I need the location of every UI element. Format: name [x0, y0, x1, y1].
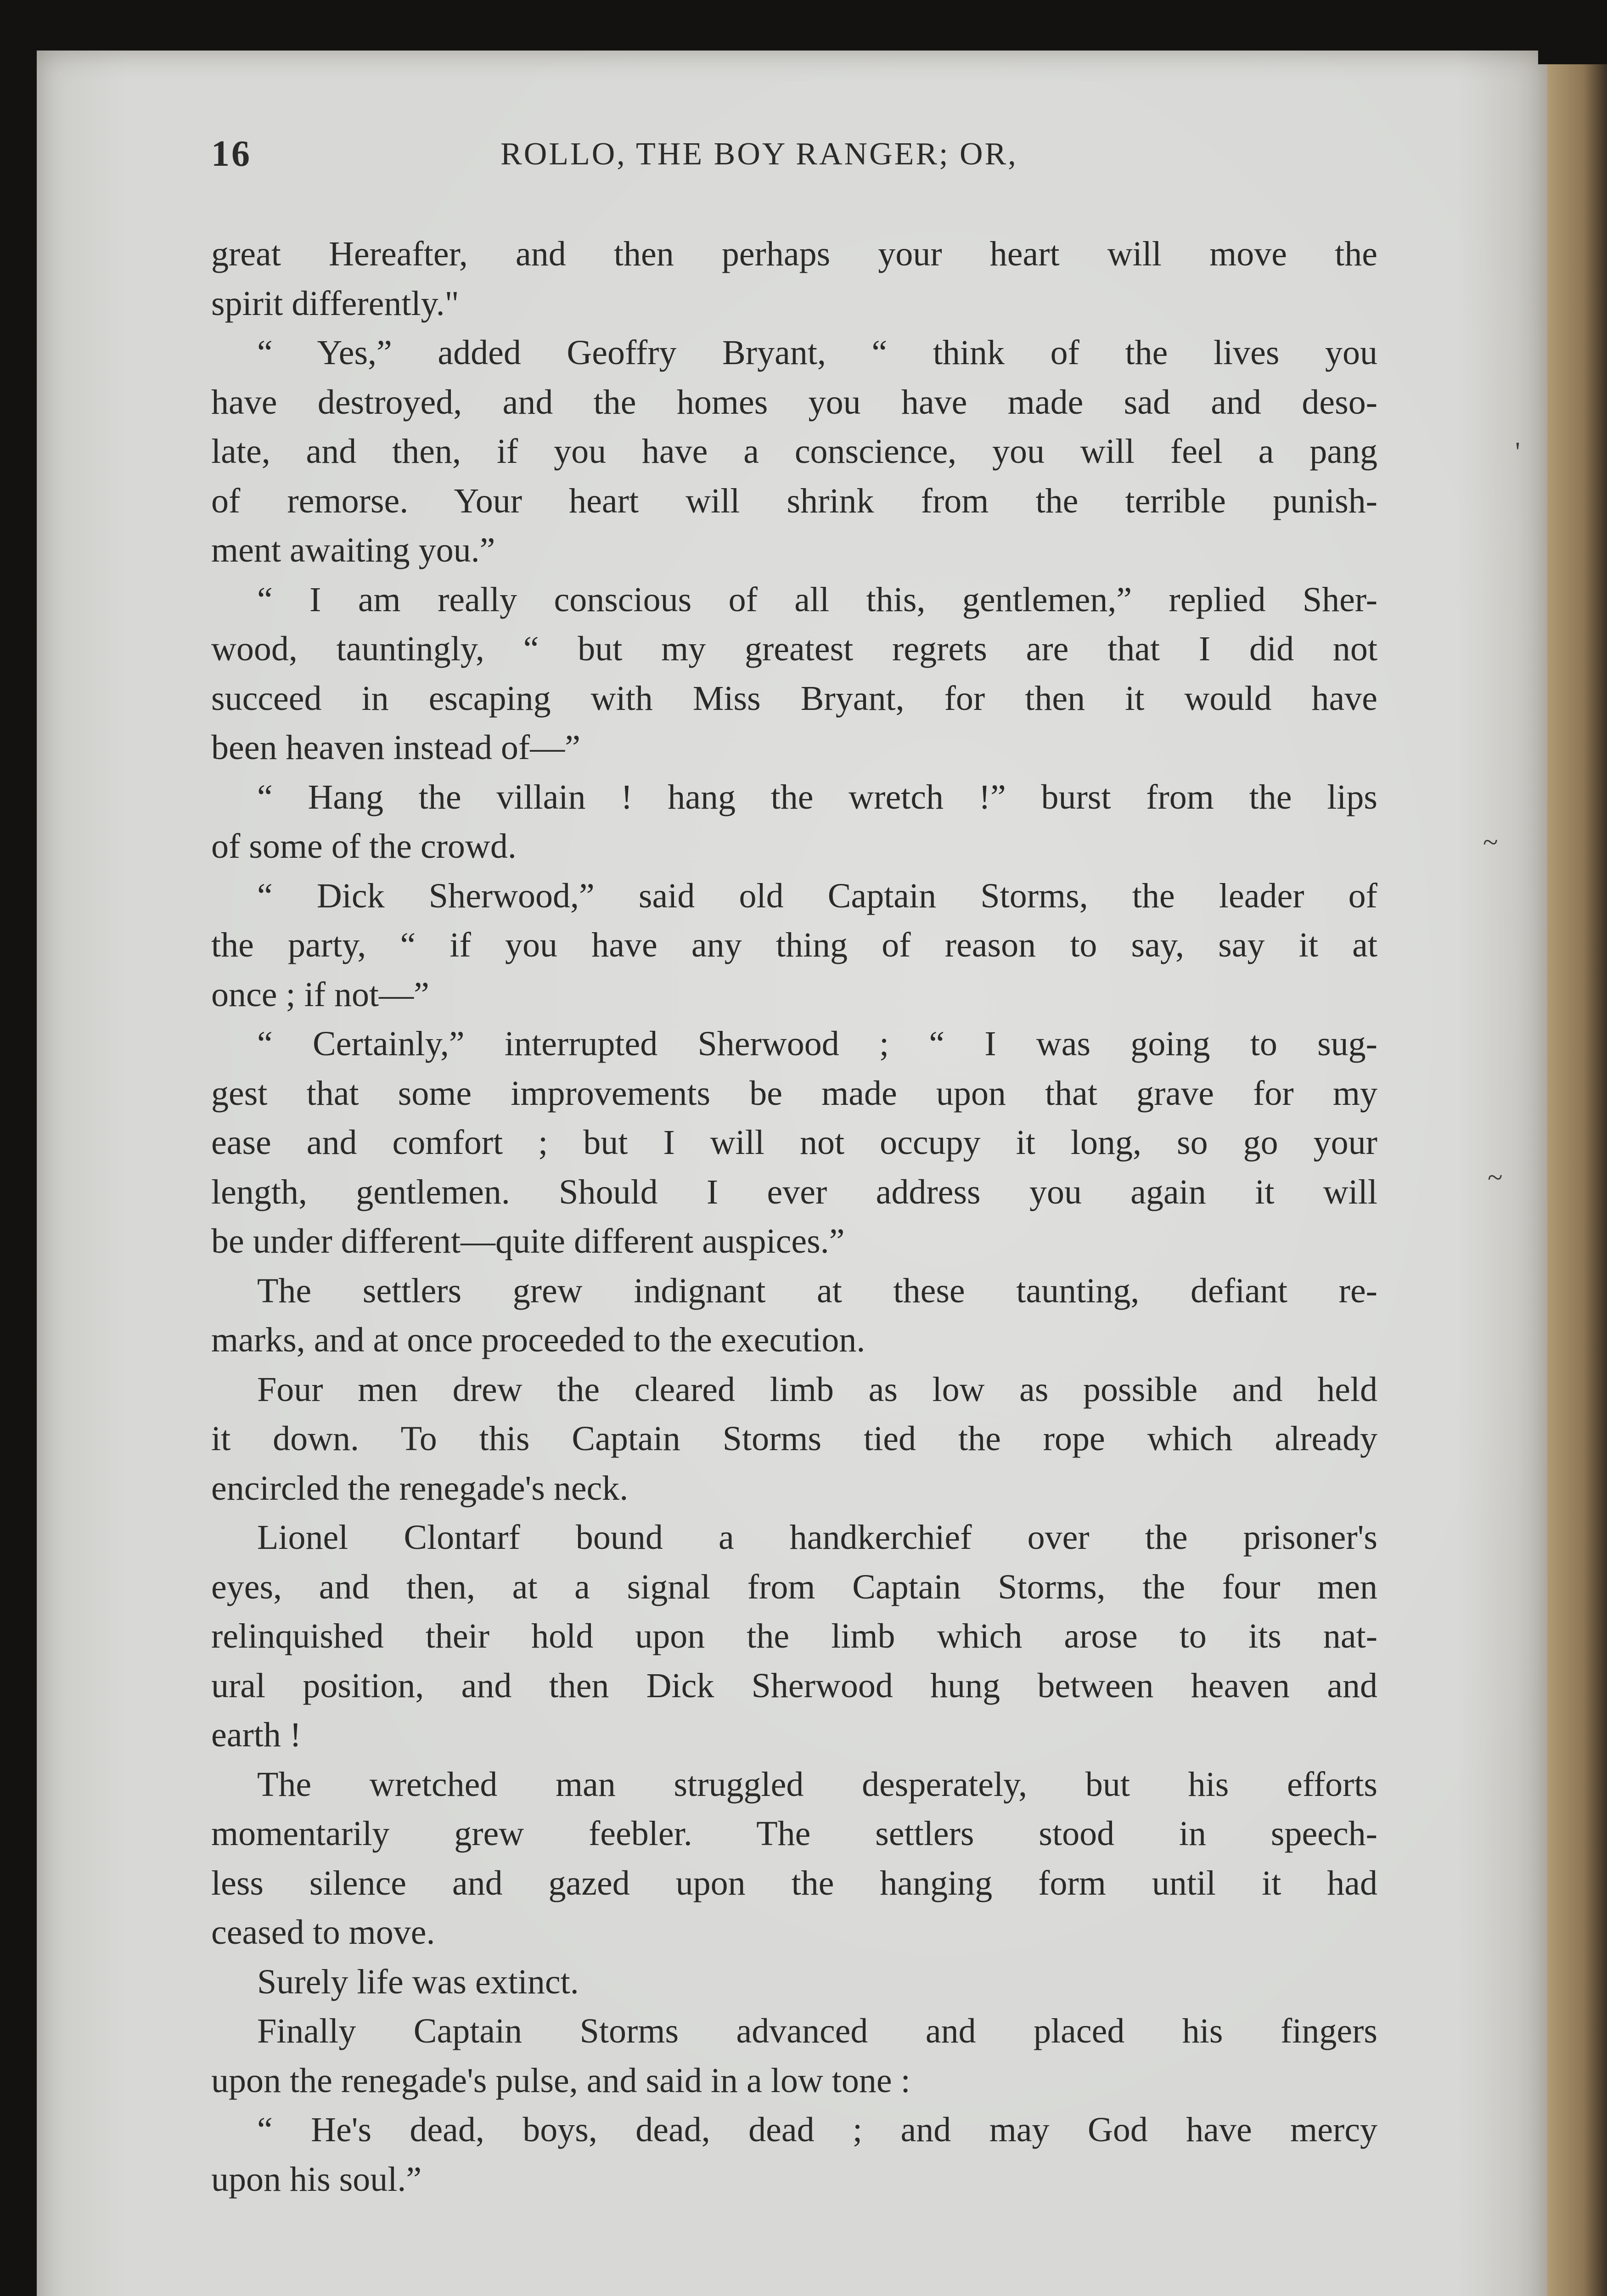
text-line: great Hereafter, and then perhaps your heart will move the [211, 235, 1377, 273]
text-line: Four men drew the cleared limb as low as possible and held [257, 1370, 1377, 1409]
book-spine [1547, 0, 1607, 2296]
text-line: gest that some improvements be made upon that grave for my [211, 1074, 1377, 1113]
text-line: “ Certainly,” interrupted Sherwood ; “ I was going to sug- [257, 1024, 1377, 1063]
text-line: “ Hang the villain ! hang the wretch !” burst from the lips [257, 777, 1377, 816]
page-header [211, 133, 1377, 188]
text-line: ease and comfort ; but I will not occupy it long, so go your [211, 1123, 1377, 1162]
text-line: ment awaiting you.” [211, 531, 495, 569]
text-line: length, gentlemen. Should I ever address you again it will [211, 1172, 1377, 1211]
text-line: spirit differently." [211, 284, 459, 323]
text-line: have destroyed, and the homes you have made sad and deso- [211, 383, 1377, 422]
text-line: once ; if not—” [211, 975, 429, 1014]
background-corner [1538, 0, 1607, 64]
text-line: encircled the renegade's neck. [211, 1469, 629, 1508]
text-line: The settlers grew indignant at these taunting, defiant re- [257, 1271, 1377, 1310]
text-line: earth ! [211, 1716, 302, 1754]
text-line: late, and then, if you have a conscience, you will feel a pang [211, 432, 1377, 471]
text-line: upon the renegade's pulse, and said in a low tone : [211, 2061, 910, 2100]
text-line: Lionel Clontarf bound a handkerchief over the prisoner's [257, 1518, 1377, 1557]
text-line: ural position, and then Dick Sherwood hung between heaven and [211, 1666, 1377, 1705]
page-number: 16 [211, 134, 252, 174]
text-line: less silence and gazed upon the hanging form until it had [211, 1863, 1377, 1902]
margin-mark: ~ [1488, 1162, 1503, 1193]
text-line: of some of the crowd. [211, 827, 517, 866]
text-line: upon his soul.” [211, 2160, 422, 2199]
text-line: it down. To this Captain Storms tied the rope which already [211, 1419, 1377, 1458]
text-line: relinquished their hold upon the limb which arose to its nat- [211, 1617, 1377, 1655]
text-line: momentarily grew feebler. The settlers stood in speech- [211, 1814, 1377, 1853]
text-line: Finally Captain Storms advanced and placed his fingers [257, 2012, 1377, 2050]
text-line: been heaven instead of—” [211, 728, 580, 767]
text-line: “ Yes,” added Geoffry Bryant, “ think of the lives you [257, 333, 1377, 372]
text-line: succeed in escaping with Miss Bryant, for then it would have [211, 679, 1377, 718]
margin-mark: ~ [1483, 827, 1498, 857]
text-line: eyes, and then, at a signal from Captain Storms, the four men [211, 1567, 1377, 1606]
text-line: the party, “ if you have any thing of reason to say, say it at [211, 926, 1377, 964]
margin-mark: ' [1515, 437, 1520, 467]
text-line: “ I am really conscious of all this, gentlemen,” replied Sher- [257, 580, 1377, 619]
text-line: The wretched man struggled desperately, but his efforts [257, 1765, 1377, 1804]
text-line: of remorse. Your heart will shrink from the terrible punish- [211, 481, 1377, 520]
text-line: “ Dick Sherwood,” said old Captain Storms, the leader of [257, 876, 1377, 915]
text-line: ceased to move. [211, 1913, 435, 1952]
text-line: marks, and at once proceeded to the execution. [211, 1321, 865, 1359]
text-line: wood, tauntingly, “ but my greatest regrets are that I did not [211, 630, 1377, 668]
text-line: Surely life was extinct. [257, 1962, 579, 2001]
text-line: be under different—quite different auspices.” [211, 1222, 845, 1261]
body-text [211, 230, 1377, 2204]
text-line: “ He's dead, boys, dead, dead ; and may God have mercy [257, 2110, 1377, 2149]
running-head: ROLLO, THE BOY RANGER; OR, [500, 136, 1018, 172]
